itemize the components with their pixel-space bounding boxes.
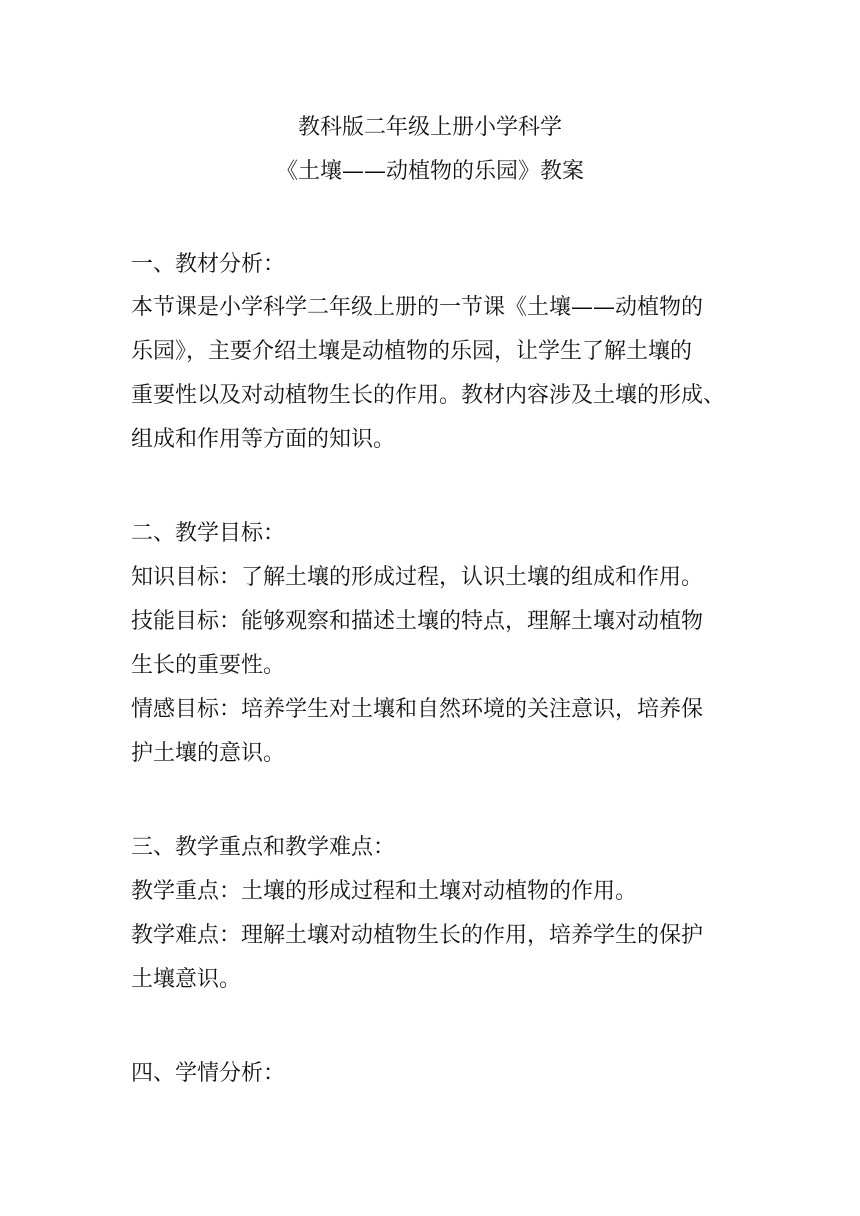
- paragraph-line: 重要性以及对动植物生长的作用。教材内容涉及土壤的形成、: [131, 383, 726, 408]
- document-title: 教科版二年级上册小学科学: [297, 115, 562, 140]
- section-heading-student-analysis: 四、学情分析：: [131, 1061, 286, 1086]
- section-heading-materials: 一、教材分析：: [131, 252, 286, 277]
- paragraph-line: 组成和作用等方面的知识。: [131, 427, 396, 452]
- section-heading-objectives: 二、教学目标：: [131, 521, 286, 546]
- paragraph-line: 教学难点：理解土壤对动植物生长的作用，培养学生的保护: [131, 923, 704, 948]
- paragraph-line: 知识目标：了解土壤的形成过程，认识土壤的组成和作用。: [131, 565, 704, 590]
- section-heading-key-points: 三、教学重点和教学难点：: [131, 835, 396, 860]
- paragraph-line: 生长的重要性。: [131, 653, 286, 678]
- paragraph-line: 本节课是小学科学二年级上册的一节课《土壤——动植物的: [131, 295, 704, 320]
- paragraph-line: 情感目标：培养学生对土壤和自然环境的关注意识，培养保: [131, 697, 704, 722]
- document-subtitle: 《土壤——动植物的乐园》教案: [275, 159, 584, 184]
- paragraph-line: 乐园》，主要介绍土壤是动植物的乐园，让学生了解土壤的: [131, 339, 693, 364]
- paragraph-line: 教学重点：土壤的形成过程和土壤对动植物的作用。: [131, 879, 638, 904]
- paragraph-line: 土壤意识。: [131, 967, 242, 992]
- paragraph-line: 技能目标：能够观察和描述土壤的特点，理解土壤对动植物: [131, 609, 704, 634]
- paragraph-line: 护土壤的意识。: [131, 741, 286, 766]
